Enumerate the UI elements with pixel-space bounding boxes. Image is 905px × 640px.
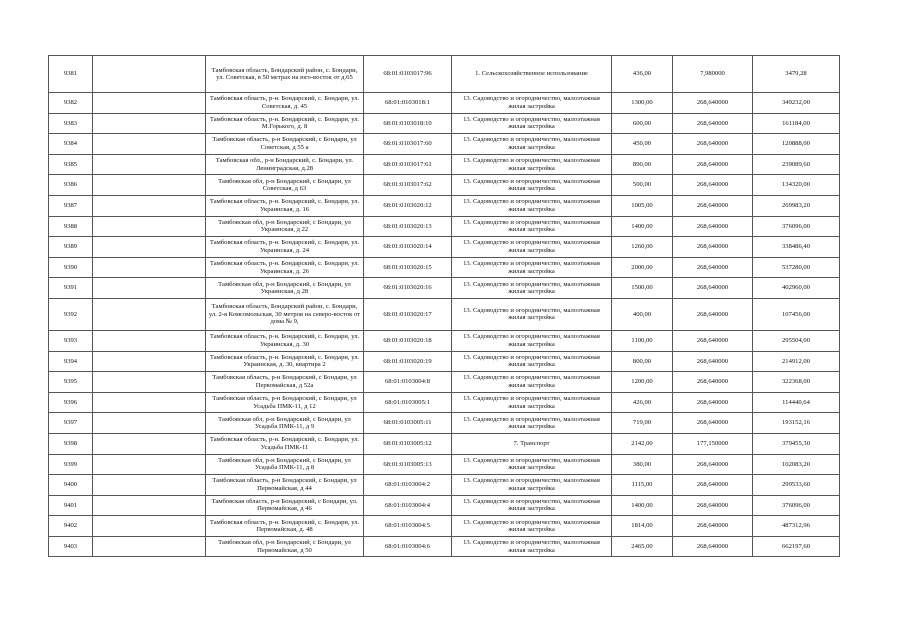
land-use-cell: 13. Садоводство и огородничество, малоэтажная жилая застройка (452, 330, 612, 351)
address-cell: Тамбовская область, Бондарский район, с. Бондари, ул. Советская, в 50 метрах на юго-восток от д.65 (206, 56, 364, 93)
cadastral-number-cell: 68:01:0103020:16 (364, 278, 452, 299)
address-cell: Тамбовская область, р-н Бондарский, с Бондари, ул Первомайская, д 52а (206, 372, 364, 393)
area-cell: 600,00 (612, 113, 673, 134)
table-row (49, 93, 840, 114)
row-number: 9396 (49, 392, 93, 413)
land-use-cell: 13. Садоводство и огородничество, малоэтажная жилая застройка (452, 113, 612, 134)
table-row (49, 298, 840, 330)
table-row (49, 175, 840, 196)
area-cell: 1300,00 (612, 93, 673, 114)
cadastral-number-cell: 68:01:0103020:17 (364, 298, 452, 330)
land-use-cell: 13. Садоводство и огородничество, малоэтажная жилая застройка (452, 392, 612, 413)
land-use-cell: 13. Садоводство и огородничество, малоэтажная жилая застройка (452, 278, 612, 299)
cadastral-value-cell: 349232,00 (753, 93, 840, 114)
table-row (49, 278, 840, 299)
table-row (49, 113, 840, 134)
address-cell: Тамбовская обл., р-н Бондарский, с. Бондари, ул. Ленинградская, д.28 (206, 154, 364, 175)
spacer-cell (93, 257, 206, 278)
area-cell: 1100,00 (612, 330, 673, 351)
cadastral-number-cell: 68:01:0103018:10 (364, 113, 452, 134)
cadastral-value-cell: 269983,20 (753, 195, 840, 216)
spacer-cell (93, 536, 206, 557)
cadastral-value-cell: 662197,60 (753, 536, 840, 557)
rate-cell: 268,640000 (673, 237, 753, 258)
address-cell: Тамбовская область, р-н. Бондарский, с. Бондари, ул. Украинская, д. 16 (206, 195, 364, 216)
row-number: 9397 (49, 413, 93, 434)
row-number: 9386 (49, 175, 93, 196)
cadastral-value-cell: 338486,40 (753, 237, 840, 258)
table-row (49, 413, 840, 434)
rate-cell: 268,640000 (673, 495, 753, 516)
spacer-cell (93, 175, 206, 196)
spacer-cell (93, 93, 206, 114)
cadastral-value-cell: 214912,00 (753, 351, 840, 372)
row-number: 9399 (49, 454, 93, 475)
cadastral-number-cell: 68:01:0103005:1 (364, 392, 452, 413)
area-cell: 1500,00 (612, 278, 673, 299)
spacer-cell (93, 392, 206, 413)
area-cell: 2000,00 (612, 257, 673, 278)
land-use-cell: 13. Садоводство и огородничество, малоэтажная жилая застройка (452, 216, 612, 237)
row-number: 9402 (49, 516, 93, 537)
cadastral-value-cell: 161184,00 (753, 113, 840, 134)
rate-cell: 268,640000 (673, 93, 753, 114)
cadastral-number-cell: 68:01:0103017:60 (364, 134, 452, 155)
table-body (49, 56, 840, 557)
rate-cell: 268,640000 (673, 413, 753, 434)
cadastral-value-cell: 295504,00 (753, 330, 840, 351)
row-number: 9383 (49, 113, 93, 134)
rate-cell: 268,640000 (673, 113, 753, 134)
table-row (49, 56, 840, 93)
row-number: 9403 (49, 536, 93, 557)
area-cell: 380,00 (612, 454, 673, 475)
address-cell: Тамбовская область, р-н. Бондарский, с. Бондари, ул. Украинская, д. 24 (206, 237, 364, 258)
rate-cell: 268,640000 (673, 175, 753, 196)
cadastral-number-cell: 68:01:0103017:62 (364, 175, 452, 196)
spacer-cell (93, 216, 206, 237)
cadastral-number-cell: 68:01:0103020:18 (364, 330, 452, 351)
land-use-cell: 13. Садоводство и огородничество, малоэтажная жилая застройка (452, 536, 612, 557)
cadastral-number-cell: 68:01:0103004:6 (364, 536, 452, 557)
area-cell: 450,00 (612, 134, 673, 155)
cadastral-value-cell: 120888,00 (753, 134, 840, 155)
spacer-cell (93, 330, 206, 351)
cadastral-value-cell: 376096,00 (753, 216, 840, 237)
area-cell: 2142,00 (612, 433, 673, 454)
row-number: 9401 (49, 495, 93, 516)
address-cell: Тамбовская область, р-н. Бондарский, с. Бондари, ул. Украинская, д. 30, квартира 2 (206, 351, 364, 372)
area-cell: 1400,00 (612, 216, 673, 237)
address-cell: Тамбовская область, р-н Бондарский, с Бондари, ул Первомайская, д 44 (206, 475, 364, 496)
land-use-cell: 13. Садоводство и огородничество, малоэтажная жилая застройка (452, 475, 612, 496)
table-row (49, 495, 840, 516)
row-number: 9400 (49, 475, 93, 496)
address-cell: Тамбовская обл, р-н Бондарский, с Бондари, ул Украинская, д 22 (206, 216, 364, 237)
address-cell: Тамбовская область, р-н Бондарский, с Бондари, ул. Первомайская, д 46 (206, 495, 364, 516)
address-cell: Тамбовская обл, р-н Бондарский, с Бондари, ул Усадьба ПМК-11, д 9 (206, 413, 364, 434)
area-cell: 426,00 (612, 392, 673, 413)
cadastral-number-cell: 68:01:0103004:8 (364, 372, 452, 393)
cadastral-value-cell: 134320,00 (753, 175, 840, 196)
cadastral-number-cell: 68:01:0103020:12 (364, 195, 452, 216)
table-row (49, 330, 840, 351)
rate-cell: 268,640000 (673, 195, 753, 216)
cadastral-number-cell: 68:01:0103017:96 (364, 56, 452, 93)
rate-cell: 268,640000 (673, 516, 753, 537)
land-use-cell: 13. Садоводство и огородничество, малоэтажная жилая застройка (452, 93, 612, 114)
area-cell: 500,00 (612, 175, 673, 196)
rate-cell: 268,640000 (673, 454, 753, 475)
cadastral-value-cell: 102083,20 (753, 454, 840, 475)
row-number: 9394 (49, 351, 93, 372)
address-cell: Тамбовская обл, р-н Бондарский, с Бондари, ул Первомайская, д 50 (206, 536, 364, 557)
rate-cell: 268,640000 (673, 351, 753, 372)
area-cell: 1200,00 (612, 372, 673, 393)
cadastral-value-cell: 379455,30 (753, 433, 840, 454)
cadastral-value-cell: 107456,00 (753, 298, 840, 330)
rate-cell: 268,640000 (673, 536, 753, 557)
spacer-cell (93, 475, 206, 496)
cadastral-number-cell: 68:01:0103020:14 (364, 237, 452, 258)
cadastral-value-cell: 114440,64 (753, 392, 840, 413)
cadastral-value-cell: 299533,60 (753, 475, 840, 496)
spacer-cell (93, 154, 206, 175)
row-number: 9390 (49, 257, 93, 278)
land-use-cell: 13. Садоводство и огородничество, малоэтажная жилая застройка (452, 372, 612, 393)
spacer-cell (93, 413, 206, 434)
address-cell: Тамбовская область, р-н. Бондарский, с. Бондари, ул. Советская, д. 45 (206, 93, 364, 114)
cadastral-number-cell: 68:01:0103005:11 (364, 413, 452, 434)
table-row (49, 134, 840, 155)
rate-cell: 268,640000 (673, 154, 753, 175)
table-row (49, 195, 840, 216)
cadastral-value-cell: 239089,60 (753, 154, 840, 175)
land-use-cell: 1. Сельскохозяйственное использование (452, 56, 612, 93)
land-use-cell: 13. Садоводство и огородничество, малоэтажная жилая застройка (452, 495, 612, 516)
spacer-cell (93, 237, 206, 258)
cadastral-number-cell: 68:01:0103004:2 (364, 475, 452, 496)
address-cell: Тамбовская обл, р-н Бондарский, с Бондари, ул Украинская, д 28 (206, 278, 364, 299)
address-cell: Тамбовская обл, р-н Бондарский, с Бондари, ул Советская, д 63 (206, 175, 364, 196)
row-number: 9398 (49, 433, 93, 454)
row-number: 9392 (49, 298, 93, 330)
land-use-cell: 13. Садоводство и огородничество, малоэтажная жилая застройка (452, 154, 612, 175)
cadastral-number-cell: 68:01:0103005:12 (364, 433, 452, 454)
rate-cell: 177,150000 (673, 433, 753, 454)
table-row (49, 433, 840, 454)
address-cell: Тамбовская область, р-н. Бондарский, с. Бондари, ул. М.Горького, д. 8 (206, 113, 364, 134)
cadastral-number-cell: 68:01:0103005:13 (364, 454, 452, 475)
table-row (49, 454, 840, 475)
cadastral-number-cell: 68:01:0103020:15 (364, 257, 452, 278)
rate-cell: 268,640000 (673, 392, 753, 413)
row-number: 9381 (49, 56, 93, 93)
area-cell: 1115,00 (612, 475, 673, 496)
land-registry-table (48, 55, 840, 557)
rate-cell: 268,640000 (673, 257, 753, 278)
spacer-cell (93, 372, 206, 393)
area-cell: 1814,00 (612, 516, 673, 537)
spacer-cell (93, 278, 206, 299)
cadastral-number-cell: 68:01:0103004:5 (364, 516, 452, 537)
cadastral-value-cell: 193152,16 (753, 413, 840, 434)
area-cell: 1260,00 (612, 237, 673, 258)
rate-cell: 268,640000 (673, 475, 753, 496)
table-row (49, 237, 840, 258)
table-row (49, 475, 840, 496)
rate-cell: 268,640000 (673, 278, 753, 299)
address-cell: Тамбовская область, р-н. Бондарский, с. Бондари, ул. Украинская, д. 26 (206, 257, 364, 278)
land-use-cell: 13. Садоводство и огородничество, малоэтажная жилая застройка (452, 351, 612, 372)
address-cell: Тамбовская область, р-н. Бондарский, с. Бондари, ул. Украинская, д. 30 (206, 330, 364, 351)
land-use-cell: 13. Садоводство и огородничество, малоэтажная жилая застройка (452, 175, 612, 196)
land-use-cell: 13. Садоводство и огородничество, малоэтажная жилая застройка (452, 195, 612, 216)
table-row (49, 516, 840, 537)
address-cell: Тамбовская обл, р-н Бондарский, с Бондари, ул Усадьба ПМК-11, д 8 (206, 454, 364, 475)
area-cell: 890,00 (612, 154, 673, 175)
land-use-cell: 13. Садоводство и огородничество, малоэтажная жилая застройка (452, 237, 612, 258)
table-row (49, 392, 840, 413)
table-row (49, 351, 840, 372)
cadastral-value-cell: 537280,00 (753, 257, 840, 278)
area-cell: 436,00 (612, 56, 673, 93)
cadastral-value-cell: 402960,00 (753, 278, 840, 299)
table-row (49, 372, 840, 393)
address-cell: Тамбовская область, Бондарский район, с. Бондари, ул. 2-я Комсомольская, 30 метров на северо-восток от дома № 9, (206, 298, 364, 330)
area-cell: 2465,00 (612, 536, 673, 557)
spacer-cell (93, 134, 206, 155)
land-use-cell: 13. Садоводство и огородничество, малоэтажная жилая застройка (452, 134, 612, 155)
cadastral-value-cell: 3479,28 (753, 56, 840, 93)
spacer-cell (93, 433, 206, 454)
rate-cell: 268,640000 (673, 298, 753, 330)
address-cell: Тамбовская область, р-н. Бондарский, с. Бондари, ул. Усадьба ПМК-11 (206, 433, 364, 454)
area-cell: 400,00 (612, 298, 673, 330)
land-use-cell: 13. Садоводство и огородничество, малоэтажная жилая застройка (452, 454, 612, 475)
area-cell: 1005,00 (612, 195, 673, 216)
address-cell: Тамбовская область, р-н Бондарский, с Бондари, ул Усадьба ПМК-11, д 12 (206, 392, 364, 413)
spacer-cell (93, 351, 206, 372)
spacer-cell (93, 495, 206, 516)
row-number: 9391 (49, 278, 93, 299)
area-cell: 800,00 (612, 351, 673, 372)
cadastral-number-cell: 68:01:0103017:61 (364, 154, 452, 175)
area-cell: 719,00 (612, 413, 673, 434)
row-number: 9393 (49, 330, 93, 351)
cadastral-value-cell: 487312,96 (753, 516, 840, 537)
land-use-cell: 13. Садоводство и огородничество, малоэтажная жилая застройка (452, 257, 612, 278)
area-cell: 1400,00 (612, 495, 673, 516)
cadastral-value-cell: 322368,00 (753, 372, 840, 393)
cadastral-value-cell: 376096,00 (753, 495, 840, 516)
table-row (49, 257, 840, 278)
spacer-cell (93, 516, 206, 537)
address-cell: Тамбовская область, р-н. Бондарский, с. Бондари, ул. Первомайская, д. 48 (206, 516, 364, 537)
row-number: 9389 (49, 237, 93, 258)
cadastral-number-cell: 68:01:0103020:13 (364, 216, 452, 237)
cadastral-number-cell: 68:01:0103020:19 (364, 351, 452, 372)
cadastral-number-cell: 68:01:0103004:4 (364, 495, 452, 516)
rate-cell: 268,640000 (673, 372, 753, 393)
row-number: 9384 (49, 134, 93, 155)
rate-cell: 7,980000 (673, 56, 753, 93)
spacer-cell (93, 195, 206, 216)
rate-cell: 268,640000 (673, 134, 753, 155)
row-number: 9387 (49, 195, 93, 216)
spacer-cell (93, 113, 206, 134)
cadastral-number-cell: 68:01:0103018:1 (364, 93, 452, 114)
spacer-cell (93, 454, 206, 475)
land-use-cell: 13. Садоводство и огородничество, малоэтажная жилая застройка (452, 298, 612, 330)
land-use-cell: 13. Садоводство и огородничество, малоэтажная жилая застройка (452, 516, 612, 537)
table-row (49, 216, 840, 237)
spacer-cell (93, 56, 206, 93)
table-row (49, 536, 840, 557)
table-row (49, 154, 840, 175)
land-use-cell: 7. Транспорт (452, 433, 612, 454)
spacer-cell (93, 298, 206, 330)
row-number: 9382 (49, 93, 93, 114)
row-number: 9395 (49, 372, 93, 393)
land-use-cell: 13. Садоводство и огородничество, малоэтажная жилая застройка (452, 413, 612, 434)
rate-cell: 268,640000 (673, 216, 753, 237)
row-number: 9385 (49, 154, 93, 175)
address-cell: Тамбовская область, р-н Бондарский, с Бондари, ул Советская, д 55 а (206, 134, 364, 155)
rate-cell: 268,640000 (673, 330, 753, 351)
row-number: 9388 (49, 216, 93, 237)
